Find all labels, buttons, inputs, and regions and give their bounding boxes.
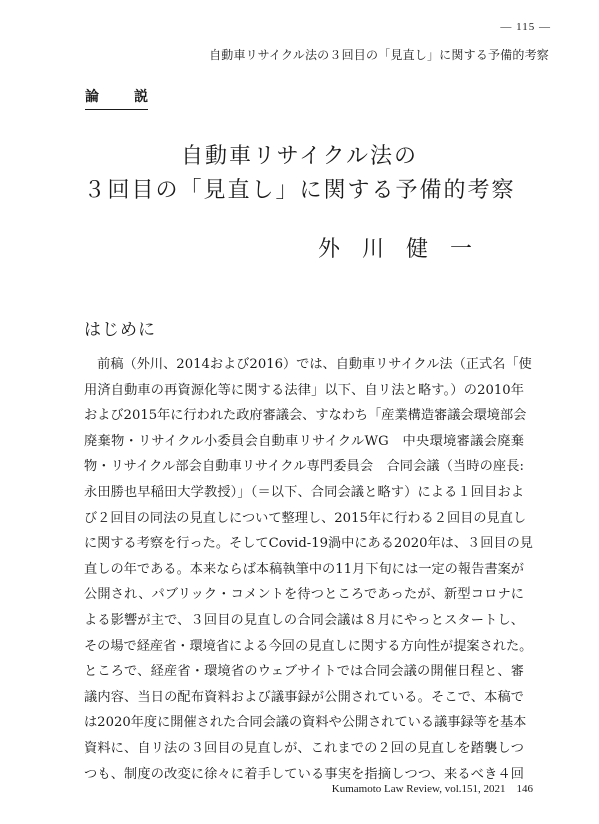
journal-footer: Kumamoto Law Review, vol.151, 2021 146 bbox=[331, 783, 533, 795]
section-heading: はじめに bbox=[84, 320, 156, 340]
body-line: 廃棄物・リサイクル小委員会自動車リサイクルWG 中央環境審議会廃棄 bbox=[84, 433, 524, 449]
body-line: 公開され、パブリック・コメントを待つところであったが、新型コロナに bbox=[84, 587, 524, 603]
body-line: 用済自動車の再資源化等に関する法律」以下、自リ法と略す。）の2010年 bbox=[84, 382, 524, 398]
body-text bbox=[84, 352, 533, 787]
body-line: 直しの年である。本来ならば本稿執筆中の11月下旬には一定の報告書案が bbox=[84, 561, 524, 577]
body-line: は2020年度に開催された合同会議の資料や公開されている議事録等を基本 bbox=[84, 715, 527, 731]
body-line: よる影響が主で、３回目の見直しの合同会議は８月にやっとスタートし、 bbox=[84, 612, 524, 628]
body-line: 物・リサイクル部会自動車リサイクル専門委員会 合同会議（当時の座長: bbox=[84, 459, 524, 475]
section-label-char-1: 論 bbox=[85, 89, 99, 105]
running-header: 自動車リサイクル法の３回目の「見直し」に関する予備的考察 bbox=[209, 48, 549, 62]
section-label-char-2: 説 bbox=[134, 89, 148, 105]
author-name: 外川健一 bbox=[317, 237, 494, 262]
page-number: — 115 — bbox=[500, 21, 551, 33]
article-title bbox=[0, 140, 599, 208]
body-line: つも、制度の改変に徐々に着手している事実を指摘しつつ、来るべき４回 bbox=[84, 766, 524, 782]
body-line: 資料に、自リ法の３回目の見直しが、これまでの２回の見直しを踏襲しつ bbox=[84, 740, 524, 756]
title-line-1: 自動車リサイクル法の bbox=[181, 144, 418, 169]
body-line: その場で経産省・環境省による今回の見直しに関する方向性が提案された。 bbox=[84, 638, 533, 654]
body-line: 前稿（外川、2014および2016）では、自動車リサイクル法（正式名「使 bbox=[84, 357, 532, 372]
title-line-2: ３回目の「見直し」に関する予備的考察 bbox=[83, 178, 516, 203]
body-line: 議内容、当日の配布資料および議事録が公開されている。そこで、本稿で bbox=[84, 689, 524, 705]
body-line: に関する考察を行った。そしてCovid-19渦中にある2020年は、３回目の見 bbox=[84, 536, 533, 552]
body-line: び２回目の同法の見直しについて整理し、2015年に行わる２回目の見直し bbox=[84, 510, 527, 526]
body-line: ところで、経産省・環境省のウェブサイトでは合同会議の開催日程と、審 bbox=[84, 664, 524, 680]
body-line: 永田勝也早稲田大学教授）」（＝以下、合同会議と略す）による１回目およ bbox=[84, 484, 524, 500]
body-line: および2015年に行われた政府審議会、すなわち「産業構造審議会環境部会 bbox=[84, 408, 527, 424]
section-label bbox=[85, 86, 148, 110]
